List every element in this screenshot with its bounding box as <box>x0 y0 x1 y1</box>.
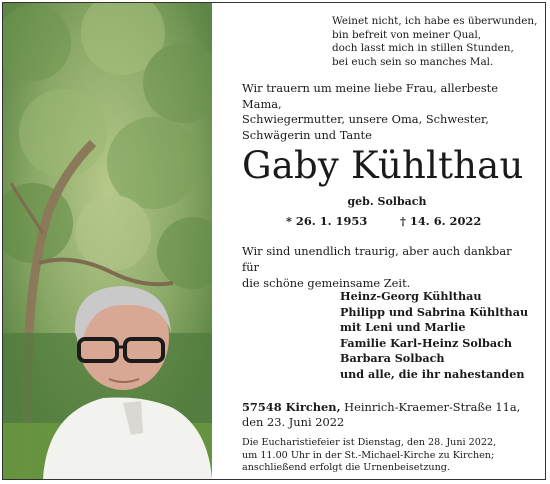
portrait-photo <box>3 3 212 479</box>
mourner-item: Barbara Solbach <box>340 351 445 365</box>
obituary-card <box>2 2 546 480</box>
service-info: Die Eucharistiefeier ist Dienstag, den 28. Juni 2022, um 11.00 Uhr in der St.-Michael-Kirche zu Kirchen; anschließend erfolgt die Urnenbeisetzung. <box>242 437 497 474</box>
address-street: Heinrich-Kraemer-Straße 11a, <box>340 400 521 414</box>
address-line <box>242 400 532 415</box>
address-city: 57548 Kirchen, <box>242 400 341 414</box>
mourner-item: und alle, die ihr nahestanden <box>340 366 525 381</box>
tree-and-portrait-image <box>3 3 212 479</box>
deceased-name: Gaby Kühlthau <box>242 144 524 187</box>
maiden-name: geb. Solbach <box>347 195 427 208</box>
grief-text: Wir sind unendlich traurig, aber auch dankbar für die schöne gemeinsame Zeit. <box>242 244 512 290</box>
address <box>242 400 532 430</box>
birth-date: * 26. 1. 1953 <box>286 214 368 228</box>
death-date: † 14. 6. 2022 <box>400 214 482 228</box>
poem: Weinet nicht, ich habe es überwunden, bin befreit von meiner Qual, doch lasst mich in stillen Stunden, bei euch sein so manches Mal. <box>332 15 538 68</box>
mourner-item: mit Leni und Marlie <box>340 320 466 334</box>
address-date: den 23. Juni 2022 <box>242 415 345 429</box>
intro-text: Wir trauern um meine liebe Frau, allerbeste Mama, Schwiegermutter, unsere Oma, Schwester, Schwägerin und Tante <box>242 81 499 142</box>
mourners-list <box>340 289 540 382</box>
mourner-item: Heinz-Georg Kühlthau <box>340 289 482 303</box>
mourner-item: Philipp und Sabrina Kühlthau <box>340 304 529 319</box>
mourner-item: Familie Karl-Heinz Solbach <box>340 335 513 350</box>
